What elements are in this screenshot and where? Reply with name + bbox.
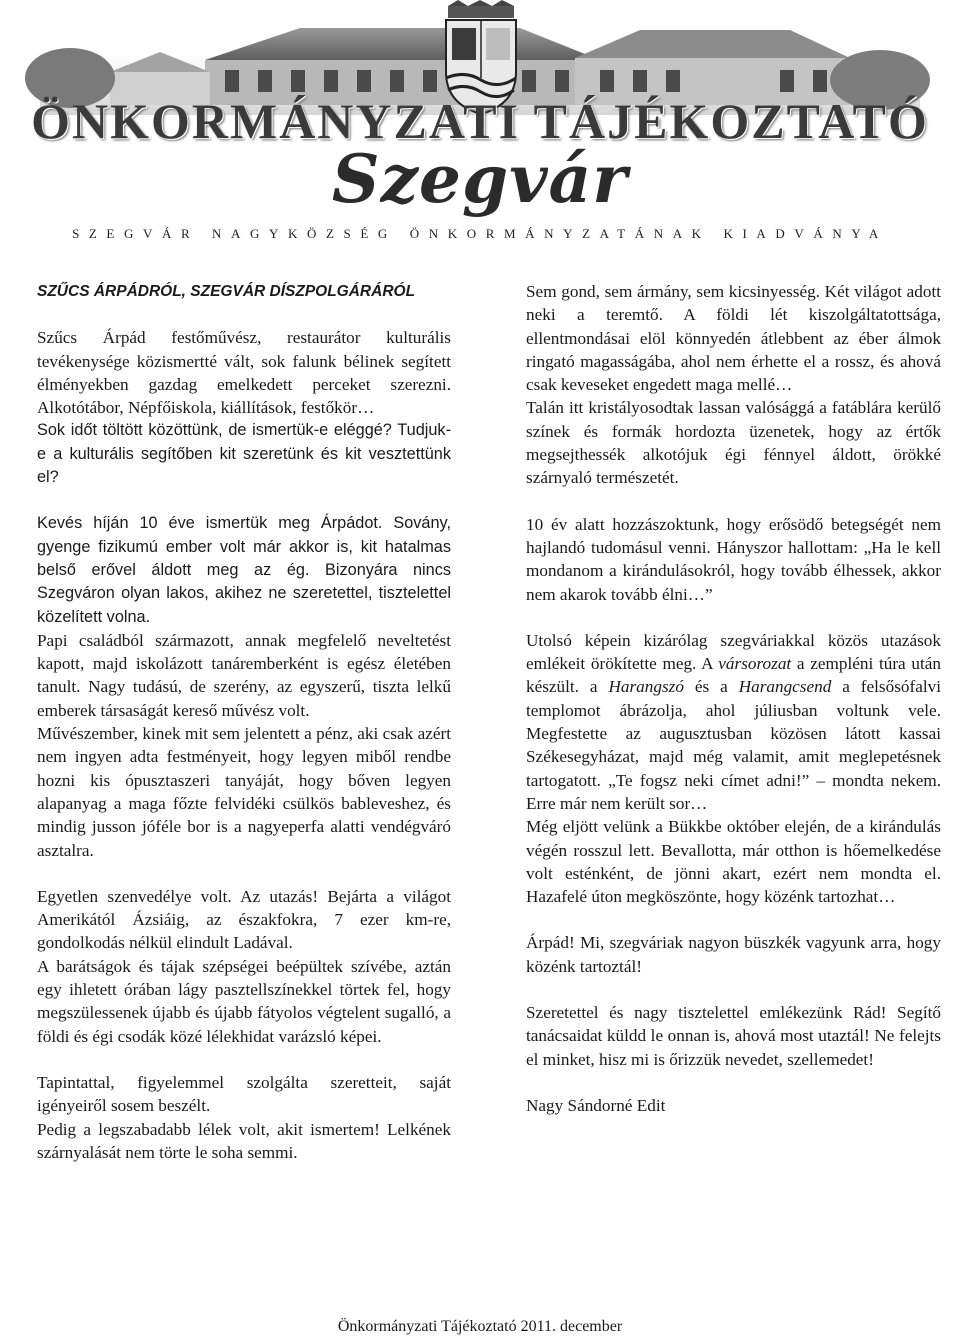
text-run: a zempléni túra után készült. a bbox=[526, 654, 941, 697]
paragraph: Papi családból származott, annak megfelelő neveltetést kapott, majd iskolázott tanáremberként is egész életében tanult. Nagy tudású, de szerény, az egyszerű, tiszta lelkű emberek társaságát kereső művész volt. bbox=[37, 630, 451, 720]
paragraph: Pedig a legszabadabb lélek volt, akit ismertem! Lelkének szárnyalását nem törte le soha semmi. bbox=[37, 1119, 451, 1162]
paragraph: Szeretettel és nagy tisztelettel emlékezünk Rád! Segítő tanácsaidat küldd le onnan is, ahová most utaztál! Ne felejts el minket, hisz mi is őrizzük nevedet, szellemedet! bbox=[526, 1003, 941, 1069]
masthead-script-title: Szegvár bbox=[331, 140, 629, 218]
masthead-title: ÖNKORMÁNYZATI TÁJÉKOZTATÓ bbox=[31, 93, 929, 149]
paragraph: Még eljött velünk a Bükkbe október elején, de a kirándulás végén rosszul lett. Bevallotta, már otthon is hőemelkedése volt esténként, de jönni akart, ezért nem mondta el. Hazafelé úton megköszönte, hogy közénk tartozhat… bbox=[526, 817, 941, 907]
paragraph: Árpád! Mi, szegváriak nagyon büszkék vagyunk arra, hogy közénk tartoztál! bbox=[526, 933, 941, 976]
paragraph: Egyetlen szenvedélye volt. Az utazás! Bejárta a világot Amerikától Ázsiáig, az északfokra, 7 ezer km-re, gondolkodás nélkül elindult Ladával. bbox=[37, 886, 451, 953]
artwork-title: Harangcsend bbox=[738, 677, 832, 697]
paragraph bbox=[526, 629, 941, 815]
paragraph: A barátságok és tájak szépségei beépültek szívébe, aztán egy ihletett órában lágy pasztellszínekkel törtek fel, hogy megszülessenek újabb és újabb fátyolos végtelent sugalló, a földi és égi csodák közé lélekhidat varázsló képei. bbox=[37, 956, 451, 1046]
text-run: Utolsó képein kizárólag szegváriakkal közös utazások emlékeit örökítette meg. A bbox=[526, 630, 941, 674]
page-footer: Önkormányzati Tájékoztató 2011. december bbox=[337, 1318, 623, 1335]
masthead-subtitle: SZEGVÁR NAGYKÖZSÉG ÖNKORMÁNYZATÁNAK KIADVÁNYA bbox=[72, 226, 888, 241]
text-run: a felsősófalvi templomot ábrázolja, ahol júliusban voltunk vele. Megfestette az augusztusban közösen látott kassai Székesegyházat, majd még valamit, amit meglepetésnek tartogatott. „Te fogsz neki címet adni!” – mondta nekem. Erre már nem került sor… bbox=[526, 677, 941, 813]
paragraph: Sem gond, sem ármány, sem kicsinyesség. Két világot adott neki a teremtő. A földi lét kiszolgáltatottsága, ellentmondásai elöl könnyedén átlebbent az éber álmok ringató magasságába, ahol nem érhette el a rossz, és ahová csak keveseket engedett maga mellé… bbox=[526, 282, 941, 395]
paragraph: Sok időt töltött közöttünk, de ismertük-e eléggé? Tudjuk-e a kulturális segítőben kit szeretünk és kit vesztettünk el? bbox=[37, 421, 451, 487]
paragraph: Művészember, kinek mit sem jelentett a pénz, aki csak azért nem ingyen adta festményeit, hogy legyen miből rendbe hozni kis ópusztaszeri tanyáját, hogy bőven legyen alapanyag a maga főzte felvidéki csülkös bableveshez, és mindig jusson jóféle bor is a nagyeperfa alatti vendégváró asztalra. bbox=[37, 724, 451, 860]
artwork-title: vársorozat bbox=[718, 654, 792, 674]
masthead bbox=[0, 0, 960, 260]
paragraph: Tapintattal, figyelemmel szolgálta szeretteit, saját igényeiről sosem beszélt. bbox=[37, 1072, 451, 1116]
artwork-title: Harangszó bbox=[608, 677, 684, 697]
paragraph: 10 év alatt hozzászoktunk, hogy erősödő betegségét nem hajlandó tudomásul venni. Hányszor hallottam: „Ha le kell mondanom a kirándulásokról, hogy tovább élhessek, akkor nem akarok tovább élni…” bbox=[526, 514, 941, 604]
paragraph: Talán itt kristályosodtak lassan valósággá a fatáblára kerülő színek és formák hordozta üzenetek, hogy az értők megsejthessék alkotójuk égi fénnyel áldott, örökké szárnyaló természetét. bbox=[526, 398, 941, 488]
article-heading: SZŰCS ÁRPÁDRÓL, SZEGVÁR DÍSZPOLGÁRÁRÓL bbox=[37, 283, 416, 300]
article-right-column bbox=[526, 280, 941, 1117]
paragraph: Kevés híján 10 éve ismertük meg Árpádot. Sovány, gyenge fizikumú ember volt már akkor is, kit hatalmas belső erővel áldott meg az ég. Bizonyára nincs Szegváron olyan lakos, akihez ne szeretettel, tisztelettel közelített volna. bbox=[37, 514, 451, 626]
signature: Nagy Sándorné Edit bbox=[526, 1095, 666, 1115]
paragraph: Szűcs Árpád festőművész, restaurátor kulturális tevékenysége közismertté vált, sok falunk bélinek segített élményekben gazdag emelkedett perceket szerezni. Alkotótábor, Népfőiskola, kiállítások, festőkör… bbox=[37, 328, 451, 418]
text-run: és a bbox=[683, 677, 739, 697]
article-left-column bbox=[37, 280, 451, 1164]
